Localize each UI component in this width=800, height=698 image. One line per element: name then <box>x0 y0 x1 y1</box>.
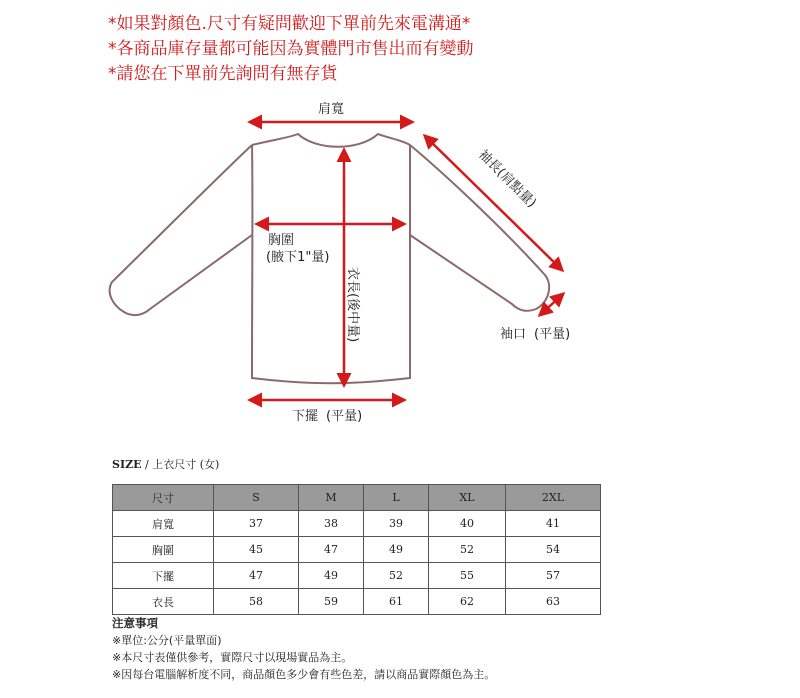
table-header-row <box>113 485 601 511</box>
notice-line-2: *各商品庫存量都可能因為實體門市售出而有變動 <box>108 39 474 59</box>
header-2xl: 2XL <box>506 485 601 511</box>
cuff-sub-label: (平量) <box>534 327 571 342</box>
cell: 49 <box>299 563 364 589</box>
cell: 47 <box>299 537 364 563</box>
row-label: 衣長 <box>113 589 214 615</box>
cell: 52 <box>364 563 429 589</box>
header-size: 尺寸 <box>113 485 214 511</box>
row-label: 肩寬 <box>113 511 214 537</box>
size-table <box>112 484 601 615</box>
hem-sub-label: (平量) <box>326 409 363 424</box>
cell: 45 <box>214 537 299 563</box>
row-label: 胸圍 <box>113 537 214 563</box>
cell: 37 <box>214 511 299 537</box>
header-xl: XL <box>429 485 506 511</box>
chest-sub-label: (腋下1"量) <box>266 250 330 265</box>
sleeve-label: 袖長(肩點量) <box>475 147 539 211</box>
cell: 59 <box>299 589 364 615</box>
header-s: S <box>214 485 299 511</box>
header-l: L <box>364 485 429 511</box>
cell: 62 <box>429 589 506 615</box>
note-item: ※因每台電腦解析度不同，商品顏色多少會有些色差，請以商品實際顏色為主。 <box>112 668 496 681</box>
cell: 52 <box>429 537 506 563</box>
size-title-prefix: SIZE <box>112 458 142 471</box>
cell: 58 <box>214 589 299 615</box>
cell: 55 <box>429 563 506 589</box>
size-table-title <box>112 456 219 472</box>
cell: 38 <box>299 511 364 537</box>
cell: 49 <box>364 537 429 563</box>
notice-line-1: *如果對顏色.尺寸有疑問歡迎下單前先來電溝通* <box>108 14 471 34</box>
shoulder-label: 肩寬 <box>318 102 345 117</box>
table-row <box>113 563 601 589</box>
cell: 57 <box>506 563 601 589</box>
table-row <box>113 511 601 537</box>
cell: 39 <box>364 511 429 537</box>
table-row <box>113 589 601 615</box>
header-m: M <box>299 485 364 511</box>
hem-label: 下擺 <box>292 409 319 424</box>
cell: 41 <box>506 511 601 537</box>
notice-line-3: *請您在下單前先詢問有無存貨 <box>108 64 338 84</box>
length-label: 衣長(後中量) <box>345 267 360 343</box>
chest-label: 胸圍 <box>268 233 295 248</box>
cuff-label: 袖口 <box>500 327 527 342</box>
note-item: ※本尺寸表僅供參考，實際尺寸以現場實品為主。 <box>112 651 353 664</box>
cell: 40 <box>429 511 506 537</box>
cell: 63 <box>506 589 601 615</box>
cell: 54 <box>506 537 601 563</box>
size-title-suffix: / 上衣尺寸 (女) <box>145 458 220 471</box>
row-label: 下擺 <box>113 563 214 589</box>
note-item: ※單位:公分(平量單面) <box>112 634 222 647</box>
table-row <box>113 537 601 563</box>
cell: 47 <box>214 563 299 589</box>
cell: 61 <box>364 589 429 615</box>
notes-section <box>112 615 495 683</box>
notes-heading: 注意事項 <box>112 616 158 630</box>
